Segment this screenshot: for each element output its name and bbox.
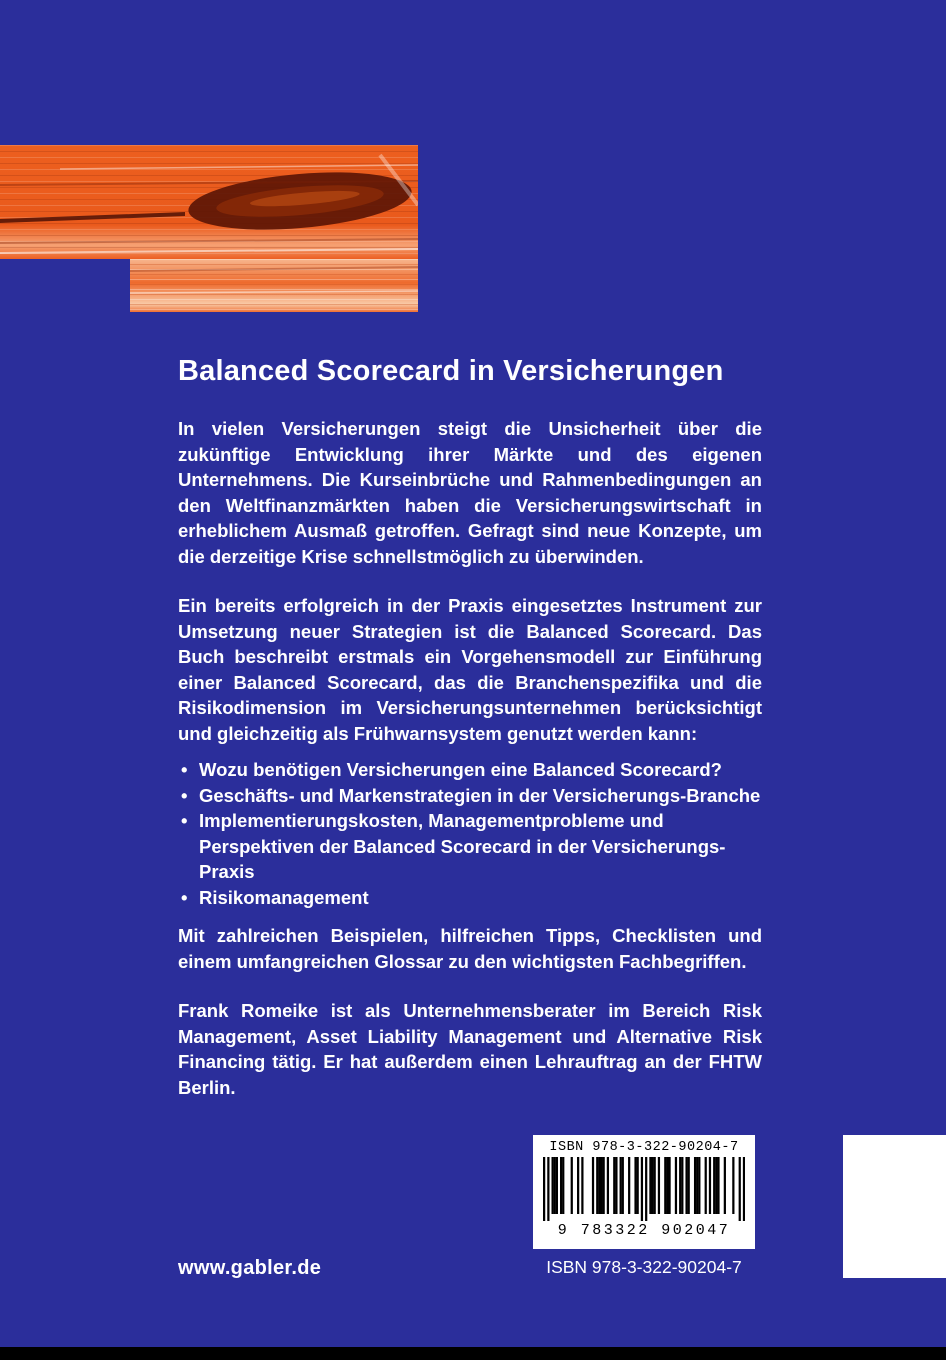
barcode-digits: 9 783322 902047 xyxy=(557,1222,731,1239)
blurb-paragraph-3: Mit zahlreichen Beispielen, hilfreichen Tipps, Checklisten und einem umfangreichen Glossar zu den wichtigsten Fachbegriffen. xyxy=(178,925,762,972)
barcode-panel xyxy=(533,1135,755,1249)
bullet-item-3: • Implementierungskosten, Managementprobleme und Perspektiven der Balanced Scorecard in der Versicherungs-Praxis xyxy=(178,808,762,885)
isbn-text-top: ISBN 978-3-322-90204-7 xyxy=(549,1140,739,1155)
isbn-text-bottom: ISBN 978-3-322-90204-7 xyxy=(546,1257,742,1277)
author-bio-paragraph: Frank Romeike ist als Unternehmensberater im Bereich Risk Management, Asset Liability Management und Alternative Risk Financing tätig. Er hat außerdem einen Lehrauftrag an der FHTW Berlin. xyxy=(178,1000,762,1098)
topic-bullet-list xyxy=(178,757,762,910)
book-title: Balanced Scorecard in Versicherungen xyxy=(178,355,724,387)
bottom-black-bar xyxy=(0,1347,946,1360)
blurb-paragraph-2: Ein bereits erfolgreich in der Praxis eingesetztes Instrument zur Umsetzung neuer Strategien ist die Balanced Scorecard. Das Buch beschreibt erstmals ein Vorgehensmodell zur Einführung einer Balanced Scorecard, das die Branchenspezifika und die Risikodimension im Versicherungsunternehmen berücksichtigt und gleichzeitig als Frühwarnsystem genutzt werden kann: xyxy=(178,595,762,744)
bullet-item-4: • Risikomanagement xyxy=(178,885,762,911)
blurb-paragraph-1: In vielen Versicherungen steigt die Unsicherheit über die zukünftige Entwicklung ihrer Märkte und des eigenen Unternehmens. Die Kurseinbrüche und Rahmenbedingungen an den Weltfinanzmärkten haben die Versicherungswirtschaft in erheblichem Ausmaß getroffen. Gefragt sind neue Konzepte, um die derzeitige Krise schnellstmöglich zu überwinden. xyxy=(178,418,762,567)
barcode-bars xyxy=(543,1157,745,1221)
cover-art-feather-illustration xyxy=(0,145,418,312)
side-white-box xyxy=(843,1135,946,1278)
bullet-item-2: • Geschäfts- und Markenstrategien in der Versicherungs-Branche xyxy=(178,783,762,809)
publisher-website-text: www.gabler.de xyxy=(178,1257,322,1279)
bullet-item-1: • Wozu benötigen Versicherungen eine Balanced Scorecard? xyxy=(178,757,762,783)
back-cover-text-column xyxy=(178,354,762,1124)
cover-art xyxy=(0,145,418,312)
